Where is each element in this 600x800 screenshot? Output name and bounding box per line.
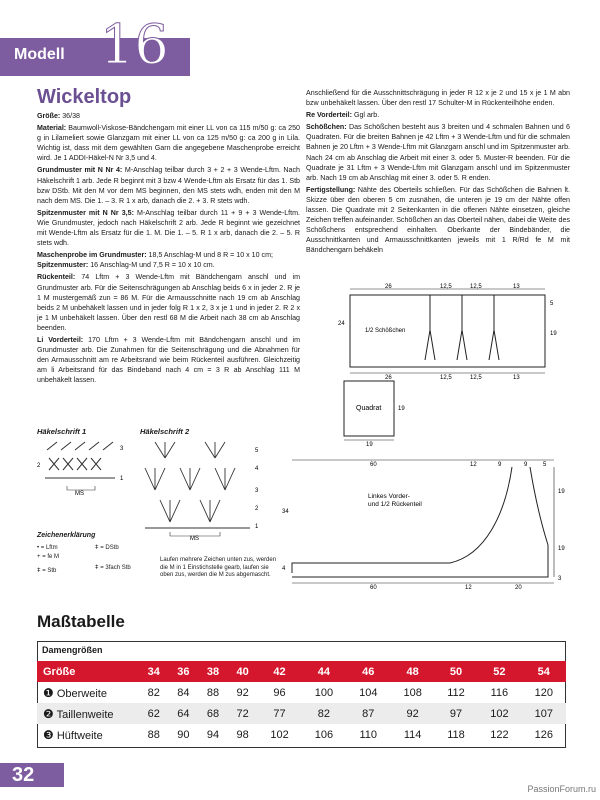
legend-lftm bbox=[37, 545, 58, 553]
size-header-label: Größe bbox=[37, 661, 139, 682]
table-cell: 96 bbox=[273, 686, 286, 699]
dim-top-4: 13 bbox=[513, 284, 520, 290]
table-cell: 90 bbox=[177, 728, 190, 741]
size-value: 36/38 bbox=[60, 112, 80, 120]
size-header: 36 bbox=[169, 661, 199, 682]
table-cell: 94 bbox=[206, 728, 220, 741]
dim-top-2: 12,5 bbox=[440, 284, 452, 290]
chart1-row-num-3: 3 bbox=[120, 446, 124, 452]
dim-left-height: 24 bbox=[338, 321, 345, 327]
front-bottom-1: 60 bbox=[370, 585, 377, 590]
schoesschen-label: Schößchen: bbox=[306, 123, 347, 132]
size-header: 38 bbox=[198, 661, 228, 682]
material-text: Baumwoll-Viskose-Bändchengarn mit einer LL von ca 115 m/50 g: ca 250 g in Lilameliert sowie Glanzgarn mit einer LL von ca 125 m/50 g: ca 200 g in Lila. Wichtig ist, dass mit dem gewählten Garn die angegebene Maschenprobe erreicht wird. Je 1 ADDI-Häkel-N Nr 3,5 und 4. bbox=[37, 124, 300, 163]
modell-label: Modell bbox=[14, 46, 65, 63]
legend-dstb-text: = DStb bbox=[100, 545, 119, 551]
front-top-3: 9 bbox=[498, 462, 502, 468]
dim-bottom-3: 12,5 bbox=[470, 375, 482, 380]
dim-bottom-4: 13 bbox=[513, 375, 520, 380]
size-header: 52 bbox=[477, 661, 521, 682]
legend-fem bbox=[37, 554, 59, 562]
table-cell: 82 bbox=[302, 703, 346, 724]
dim-right-height-2: 19 bbox=[550, 331, 557, 337]
table-cell: 98 bbox=[236, 728, 249, 741]
material-label: Material: bbox=[37, 124, 67, 133]
legend-title: Zeichenerklärung bbox=[37, 532, 96, 539]
re-vorderteil-text: Ggl arb. bbox=[352, 111, 380, 120]
schoesschen-text: Das Schößchen besteht aus 3 breiten und 4 schmalen Bahnen und 6 Quadraten. Für die breiten Bahnen je 42 Lftm + 3 Wende-Lftm und für die schmalen Bahnen je 20 Lftm + 3 Wende-Lftm mit Glanzgarn anschl und im Spitzenmuster arb. Nach 24 cm ab Anschlag die Arbeit mit einer 3. oder 5. Muster-R beenden. Für die Quadrate je 31 Lftm + 3 Wende-Lftm mit Glanzgarn anschl und im Spitzenmuster arb. Nach 19 cm ab Anschlag mit einer 3. oder 5. R enden. bbox=[306, 123, 570, 182]
front-label-line2: und 1/2 Rückenteil bbox=[368, 501, 422, 508]
table-row-hueftweite bbox=[37, 724, 566, 745]
grundmuster-text: M-Anschlag teilbar durch 3 + 2 + 3 Wende-Lftm. Nach Häkelschrift 1 arb. Jede R beginnt mit 3 bzw 4 Wende-Lftm als Ersatz für das 1. Stb bzw DStb. Mit den M vor dem MS beginnen, den MS stets wdh, enden mit den M nach dem MS. Die 1. – 3. R 1 x arb, danach die 2. + 3. R stets wdh. bbox=[37, 166, 300, 205]
instructions-left-column bbox=[37, 111, 300, 387]
page-number: 32 bbox=[12, 764, 35, 786]
front-top-2: 12 bbox=[470, 462, 477, 468]
dim-right-height-1: 5 bbox=[550, 301, 554, 307]
front-left-2: 4 bbox=[282, 566, 286, 572]
front-top-5: 5 bbox=[543, 462, 547, 468]
maschenprobe-label: Maschenprobe im Grundmuster: bbox=[37, 251, 147, 260]
material-paragraph bbox=[37, 123, 300, 163]
vorderteil-text: 170 Lftm + 3 Wende-Lftm mit Bändchengarn anschl und im Grundmuster arb. Die Zunahmen für die Seitenschrägung und die Abnahmen für den Armausschnitt am re Arbeitsrand wie beim Rückenteil ausführen. Gleichzeitig am li Arbeitsrand für das Bindeband nach 4 cm = 3 R ab Anschlag 111 M unbehäkelt lassen. bbox=[37, 335, 300, 385]
chart2-fans-bottom bbox=[160, 500, 220, 522]
table-cell: 110 bbox=[359, 728, 378, 741]
stb-icon: ǂ bbox=[37, 568, 41, 574]
dim-bottom-1: 26 bbox=[385, 375, 392, 380]
front-top-1: 60 bbox=[370, 462, 377, 468]
front-right-2: 19 bbox=[558, 546, 565, 552]
table-cell: 97 bbox=[435, 703, 477, 724]
table-cell: 112 bbox=[447, 686, 465, 699]
spitzenmuster-label: Spitzenmuster mit N Nr 3,5: bbox=[37, 208, 134, 217]
table-cell: 107 bbox=[522, 703, 566, 724]
modell-number: 16 bbox=[100, 13, 169, 76]
legend-lftm-text: = Lftm bbox=[40, 545, 58, 551]
lftm-icon: • bbox=[37, 545, 40, 551]
legend-3fach bbox=[95, 565, 131, 573]
spitzen-probe-text: 16 Anschlag-M und 7,5 R = 10 x 10 cm. bbox=[88, 261, 215, 270]
front-bottom-2: 12 bbox=[465, 585, 472, 590]
masstabelle-title: Maßtabelle bbox=[37, 612, 125, 631]
front-top-4: 9 bbox=[524, 462, 528, 468]
table-cell: 104 bbox=[359, 686, 378, 699]
chart1-ms-label: MS bbox=[75, 491, 84, 495]
front-schematic bbox=[280, 455, 570, 590]
front-right-bottom: 3 bbox=[558, 576, 562, 582]
table-cell: 116 bbox=[490, 686, 509, 699]
rueckenteil-label: Rückenteil: bbox=[37, 273, 76, 282]
grundmuster-label: Grundmuster mit N Nr 4: bbox=[37, 166, 123, 175]
table-cell: 77 bbox=[257, 703, 301, 724]
size-header: 40 bbox=[228, 661, 258, 682]
spitzen-probe-label: Spitzenmuster: bbox=[37, 261, 89, 270]
size-label: Größe: bbox=[37, 112, 61, 120]
table-row-taillenweite bbox=[37, 703, 566, 724]
chart2-fans-top bbox=[155, 442, 225, 458]
re-vorderteil-paragraph bbox=[306, 110, 570, 120]
schoesschen-seam-3 bbox=[489, 295, 499, 360]
dim-bottom-2: 12,5 bbox=[440, 375, 452, 380]
vorderteil-paragraph bbox=[37, 335, 300, 385]
chart1-row2 bbox=[49, 458, 101, 470]
row-label-text: Hüftweite bbox=[56, 729, 103, 742]
front-bottom-3: 20 bbox=[515, 585, 522, 590]
table-cell: 88 bbox=[206, 686, 220, 699]
re-vorderteil-label: Re Vorderteil: bbox=[306, 111, 352, 120]
quadrat-label: Quadrat bbox=[356, 405, 382, 412]
vorderteil-label: Li Vorderteil: bbox=[37, 335, 84, 344]
chart2-fans-mid bbox=[145, 468, 235, 490]
table-cell: 64 bbox=[169, 703, 199, 724]
spitzenmuster-paragraph bbox=[37, 208, 300, 248]
spitzenmuster-text: M-Anschlag teilbar durch 11 + 9 + 3 Wende-Lftm. Wie Grundmuster, jedoch nach Häkelschrift 2 arb. Jede R beginnt wie gezeichnet mit Wende-Lftm als Ersatz für die 1. M. Die 1. – 5. R 1 x arb, danach die 2. – 5. R stets wdh. bbox=[37, 208, 300, 248]
size-header: 34 bbox=[139, 661, 169, 682]
chart2-row-num-2: 2 bbox=[255, 506, 259, 512]
schoesschen-schematic bbox=[330, 280, 570, 380]
fem-icon: + bbox=[37, 554, 41, 560]
chart1-title: Häkelschrift 1 bbox=[37, 427, 87, 436]
table-cell: 108 bbox=[403, 686, 422, 699]
size-header: 50 bbox=[435, 661, 477, 682]
crochet-chart-1 bbox=[37, 440, 132, 495]
legend-note: Laufen mehrere Zeichen unten zus, werden die M in 1 Einstichstelle gearb, laufen sie oben zus, werden die M zus abgemascht. bbox=[160, 557, 277, 578]
page-title: Wickeltop bbox=[37, 86, 132, 108]
chart2-ms-label: MS bbox=[190, 536, 199, 540]
grundmuster-paragraph bbox=[37, 165, 300, 205]
table-header-row bbox=[37, 661, 566, 682]
table-cell: 122 bbox=[490, 728, 509, 741]
row-label-text: Taillenweite bbox=[56, 708, 114, 721]
row-label-text: Oberweite bbox=[56, 687, 107, 700]
chart2-title: Häkelschrift 2 bbox=[140, 427, 190, 436]
legend-fem-text: = fe M bbox=[42, 554, 60, 560]
dstb-icon: ǂ bbox=[95, 545, 99, 551]
size-header: 48 bbox=[390, 661, 434, 682]
row-number-icon: ❷ bbox=[43, 706, 54, 721]
table-cell: 72 bbox=[228, 703, 258, 724]
dim-top-3: 12,5 bbox=[470, 284, 482, 290]
table-cell: 92 bbox=[236, 686, 249, 699]
quadrat-width: 19 bbox=[366, 442, 373, 447]
maschenprobe-text: 18,5 Anschlag-M und 8 R = 10 x 10 cm; bbox=[146, 251, 273, 260]
fertigstellung-paragraph bbox=[306, 185, 570, 256]
table-row-oberweite bbox=[37, 682, 566, 703]
instructions-right-column bbox=[306, 88, 570, 258]
triple-stb-icon: ǂ bbox=[95, 565, 99, 571]
row-number-icon: ❶ bbox=[43, 685, 54, 700]
table-cell: 68 bbox=[198, 703, 228, 724]
schoesschen-label: 1/2 Schößchen bbox=[365, 328, 406, 334]
chart1-row-num-1: 1 bbox=[120, 476, 124, 482]
legend-stb-text: = Stb bbox=[42, 568, 57, 574]
rueckenteil-text: 74 Lftm + 3 Wende-Lftm mit Bändchengarn anschl und im Grundmuster arb. Für die Seitenschrägungen ab Anschlag beids 6 x in jeder 2. R je 1 M mustergemäß zun = 86 M. Für die Armausschnitte nach 19 cm ab Anschlag beids 2 M unbehäkelt lassen und in jeder folg R 1 x 2, 3 x je 1 und in jeder 2. R 2 x je 1 M unbehäkelt lassen. Über den restl 68 M die Arbeit nach 38 cm ab Anschlag beenden. bbox=[37, 273, 300, 332]
size-paragraph bbox=[37, 111, 300, 121]
table-cell: 118 bbox=[447, 728, 465, 741]
table-cell: 102 bbox=[270, 728, 289, 741]
row-label bbox=[37, 724, 139, 745]
front-label-line1: Linkes Vorder- bbox=[368, 493, 410, 500]
spitzen-probe-paragraph bbox=[37, 260, 300, 270]
row-label bbox=[37, 682, 139, 703]
table-cell: 114 bbox=[403, 728, 422, 741]
chart2-row-num-4: 4 bbox=[255, 466, 259, 472]
masstabelle-table bbox=[37, 661, 566, 745]
legend-3fach-text: = 3fach Stb bbox=[100, 565, 131, 571]
crochet-chart-2 bbox=[140, 440, 275, 540]
table-cell: 126 bbox=[534, 728, 553, 741]
chart2-row-num-1: 1 bbox=[255, 524, 259, 530]
table-cell: 100 bbox=[314, 686, 334, 699]
dim-top-1: 26 bbox=[385, 284, 392, 290]
table-cell: 102 bbox=[477, 703, 521, 724]
size-header: 54 bbox=[522, 661, 566, 682]
rueckenteil-paragraph bbox=[37, 272, 300, 333]
quadrat-schematic bbox=[340, 377, 410, 447]
schoesschen-paragraph bbox=[306, 122, 570, 183]
chart1-row3 bbox=[47, 442, 113, 450]
table-cell: 106 bbox=[314, 728, 334, 741]
row-label bbox=[37, 703, 139, 724]
table-cell: 88 bbox=[147, 728, 160, 741]
legend-stb bbox=[37, 568, 56, 576]
masstabelle-subtitle: Damengrößen bbox=[42, 645, 103, 655]
legend-dstb bbox=[95, 545, 119, 553]
row-number-icon: ❸ bbox=[43, 727, 54, 742]
chart2-row-num-3: 3 bbox=[255, 488, 259, 494]
front-outline bbox=[292, 467, 548, 577]
table-cell: 92 bbox=[390, 703, 434, 724]
maschenprobe-paragraph bbox=[37, 250, 300, 260]
front-right-1: 19 bbox=[558, 489, 565, 495]
chart2-row-num-5: 5 bbox=[255, 448, 259, 454]
size-header: 46 bbox=[346, 661, 390, 682]
schoesschen-seam-1 bbox=[425, 295, 435, 360]
chart1-row-num-2: 2 bbox=[37, 463, 41, 469]
size-header: 42 bbox=[257, 661, 301, 682]
table-cell: 120 bbox=[534, 686, 553, 699]
chart1-ms-bracket bbox=[67, 486, 95, 490]
fertigstellung-text: Nähte des Oberteils schließen. Für das Schößchen die Bahnen lt. Skizze über den oberen 5 cm zusnähen, die unteren je 19 cm der Nähte offen lassen. Die Quadrate mit 2 Seitenkanten in die offenen Nähte einsetzen, gleiche Zeichen treffen aufeinander. Schößchen an das Oberteil nähen, dabei die Weite des Schößchens entsprechend einhalten. Oberkante der Bindebänder, die Ausschnittkanten und Armausschnittkanten jeweils mit 1 R/Rd fe M mit Bändchengarn behäkeln bbox=[306, 185, 570, 255]
size-header: 44 bbox=[302, 661, 346, 682]
table-cell: 62 bbox=[139, 703, 169, 724]
fertigstellung-label: Fertigstellung: bbox=[306, 185, 356, 194]
watermark: PassionForum.ru bbox=[527, 784, 596, 794]
intro-paragraph: Anschließend für die Ausschnittschrägung in jeder R 12 x je 2 und 15 x je 1 M abn bzw unbehäkelt lassen. Über den restl 17 Schulter-M in Rückenteilhöhe enden. bbox=[306, 89, 570, 108]
schoesschen-seam-2 bbox=[457, 295, 467, 360]
quadrat-height: 19 bbox=[398, 406, 405, 412]
table-cell: 82 bbox=[147, 686, 160, 699]
front-left-1: 34 bbox=[282, 509, 289, 515]
table-cell: 84 bbox=[177, 686, 190, 699]
table-cell: 87 bbox=[346, 703, 390, 724]
